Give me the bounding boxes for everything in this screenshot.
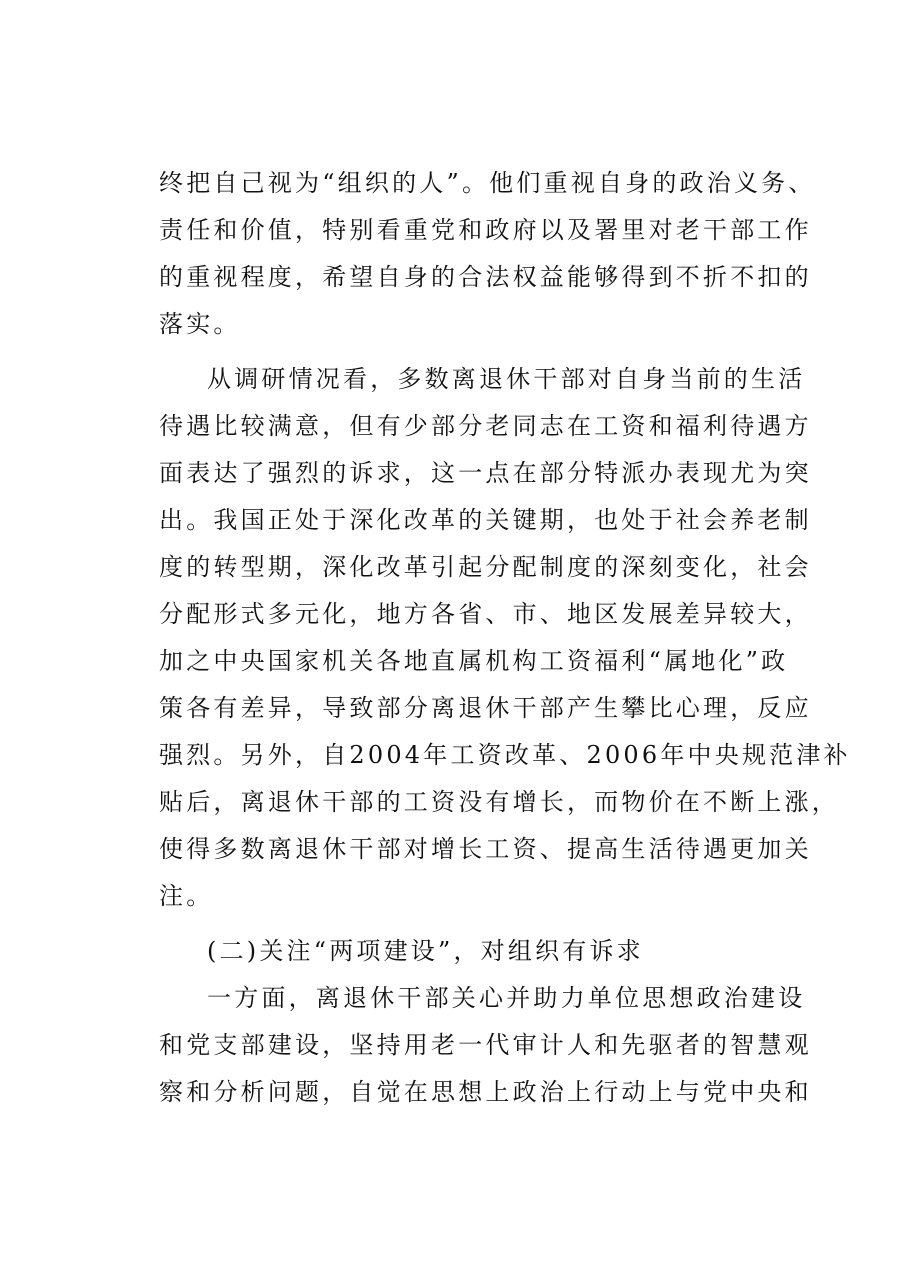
section-heading: (二)关注“两项建设”，对组织有诉求	[207, 937, 644, 965]
text-line: 察和分析问题，自觉在思想上政治上行动上与党中央和	[159, 1078, 812, 1106]
text-line: 加之中央国家机关各地直属机构工资福利“属地化”政	[159, 647, 789, 675]
paragraph-first-line: 一方面，离退休干部关心并助力单位思想政治建设	[207, 984, 806, 1012]
text-line: 责任和价值，特别看重党和政府以及署里对老干部工作	[159, 216, 812, 244]
text-line: 注。	[159, 882, 214, 910]
text-line: 面表达了强烈的诉求，这一点在部分特派办表现尤为突	[159, 459, 812, 487]
text-line: 落实。	[159, 310, 241, 338]
text-line: 使得多数离退休干部对增长工资、提高生活待遇更加关	[159, 835, 812, 863]
text-line: 分配形式多元化，地方各省、市、地区发展差异较大，	[159, 600, 812, 628]
text-line: 度的转型期，深化改革引起分配制度的深刻变化，社会	[159, 553, 812, 581]
text-line: 和党支部建设，坚持用老一代审计人和先驱者的智慧观	[159, 1031, 812, 1059]
text-line: 策各有差异，导致部分离退休干部产生攀比心理，反应	[159, 694, 812, 722]
text-line: 的重视程度，希望自身的合法权益能够得到不折不扣的	[159, 263, 812, 291]
text-line: 强烈。另外，自2004年工资改革、2006年中央规范津补	[159, 741, 851, 769]
text-line: 贴后，离退休干部的工资没有增长，而物价在不断上涨，	[159, 788, 839, 816]
paragraph-first-line: 从调研情况看，多数离退休干部对自身当前的生活	[207, 365, 806, 393]
text-line: 出。我国正处于深化改革的关键期，也处于社会养老制	[159, 506, 812, 534]
text-line: 待遇比较满意，但有少部分老同志在工资和福利待遇方	[159, 412, 812, 440]
text-line: 终把自己视为“组织的人”。他们重视自身的政治义务、	[159, 169, 816, 197]
